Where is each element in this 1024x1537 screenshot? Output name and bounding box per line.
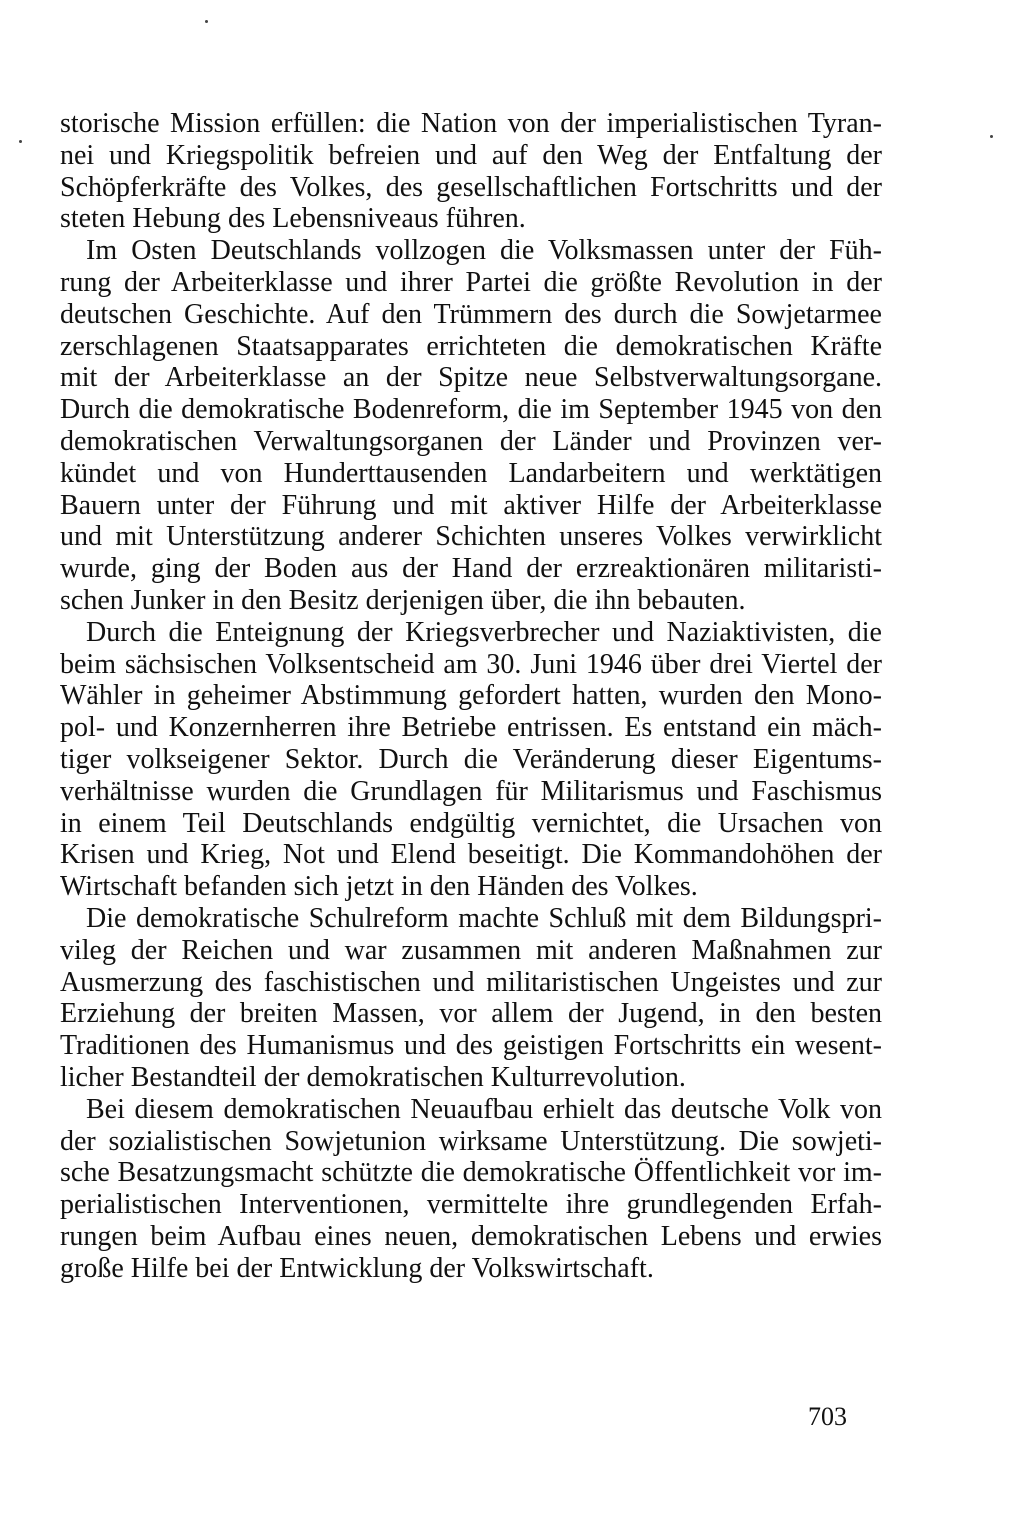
text-line: rung der Arbeiterklasse und ihrer Partei die größte Revolution in der bbox=[60, 266, 882, 298]
page-number: 703 bbox=[808, 1402, 847, 1431]
text-line: Wähler in geheimer Abstimmung gefordert hatten, wurden den Mono- bbox=[60, 680, 882, 712]
text-line: Schöpferkräfte des Volkes, des gesellschaftlichen Fortschritts und der bbox=[60, 171, 882, 203]
text-line: Wirtschaft befanden sich jetzt in den Händen des Volkes. bbox=[60, 871, 698, 903]
text-line: Krisen und Krieg, Not und Elend beseitigt. Die Kommandohöhen der bbox=[60, 839, 882, 871]
text-line: mit der Arbeiterklasse an der Spitze neue Selbstverwaltungsorgane. bbox=[60, 362, 882, 394]
text-line: tiger volkseigener Sektor. Durch die Veränderung dieser Eigentums- bbox=[60, 743, 882, 775]
scan-speck bbox=[990, 135, 993, 138]
text-line: wurde, ging der Boden aus der Hand der erzreaktionären militaristi- bbox=[60, 553, 882, 585]
paragraph-first-line: Die demokratische Schulreform machte Schluß mit dem Bildungspri- bbox=[86, 902, 882, 934]
text-line: und mit Unterstützung anderer Schichten unseres Volkes verwirklicht bbox=[60, 521, 882, 553]
text-line: perialistischen Interventionen, vermittelte ihre grundlegenden Erfah- bbox=[60, 1189, 882, 1221]
text-line: storische Mission erfüllen: die Nation von der imperialistischen Tyran- bbox=[60, 108, 882, 139]
text-line: zerschlagenen Staatsapparates errichteten die demokratischen Kräfte bbox=[60, 330, 882, 362]
text-line: vileg der Reichen und war zusammen mit anderen Maßnahmen zur bbox=[60, 934, 882, 966]
text-line: pol- und Konzernherren ihre Betriebe entrissen. Es entstand ein mäch- bbox=[60, 712, 882, 744]
text-line: Traditionen des Humanismus und des geistigen Fortschritts ein wesent- bbox=[60, 1030, 882, 1062]
text-line: Durch die demokratische Bodenreform, die im September 1945 von den bbox=[60, 394, 882, 426]
paragraph-first-line: Durch die Enteignung der Kriegsverbrecher und Naziaktivisten, die bbox=[86, 616, 882, 648]
text-line: große Hilfe bei der Entwicklung der Volkswirtschaft. bbox=[60, 1252, 654, 1284]
text-line: deutschen Geschichte. Auf den Trümmern des durch die Sowjetarmee bbox=[60, 298, 882, 330]
text-line: sche Besatzungsmacht schützte die demokratische Öffentlichkeit vor im- bbox=[60, 1157, 882, 1189]
text-line: Erziehung der breiten Massen, vor allem der Jugend, in den besten bbox=[60, 998, 882, 1030]
text-line: Bauern unter der Führung und mit aktiver Hilfe der Arbeiterklasse bbox=[60, 489, 882, 521]
text-line: steten Hebung des Lebensniveaus führen. bbox=[60, 203, 526, 235]
text-line: in einem Teil Deutschlands endgültig vernichtet, die Ursachen von bbox=[60, 807, 882, 839]
scan-speck bbox=[205, 20, 208, 23]
text-line: kündet und von Hunderttausenden Landarbeitern und werktätigen bbox=[60, 457, 882, 489]
paragraph-first-line: Im Osten Deutschlands vollzogen die Volksmassen unter der Füh- bbox=[86, 235, 882, 267]
paragraph-first-line: Bei diesem demokratischen Neuaufbau erhielt das deutsche Volk von bbox=[86, 1093, 882, 1125]
text-line: licher Bestandteil der demokratischen Kulturrevolution. bbox=[60, 1061, 686, 1093]
text-line: der sozialistischen Sowjetunion wirksame Unterstützung. Die sowjeti- bbox=[60, 1125, 882, 1157]
text-line: schen Junker in den Besitz derjenigen über, die ihn bebauten. bbox=[60, 584, 746, 616]
text-line: verhältnisse wurden die Grundlagen für Militarismus und Faschismus bbox=[60, 775, 882, 807]
text-line: nei und Kriegspolitik befreien und auf den Weg der Entfaltung der bbox=[60, 139, 882, 171]
text-line: demokratischen Verwaltungsorganen der Länder und Provinzen ver- bbox=[60, 425, 882, 457]
scan-speck bbox=[19, 140, 22, 143]
body-text bbox=[60, 108, 882, 1284]
text-line: beim sächsischen Volksentscheid am 30. Juni 1946 über drei Viertel der bbox=[60, 648, 882, 680]
text-line: rungen beim Aufbau eines neuen, demokratischen Lebens und erwies bbox=[60, 1220, 882, 1252]
text-line: Ausmerzung des faschistischen und militaristischen Ungeistes und zur bbox=[60, 966, 882, 998]
